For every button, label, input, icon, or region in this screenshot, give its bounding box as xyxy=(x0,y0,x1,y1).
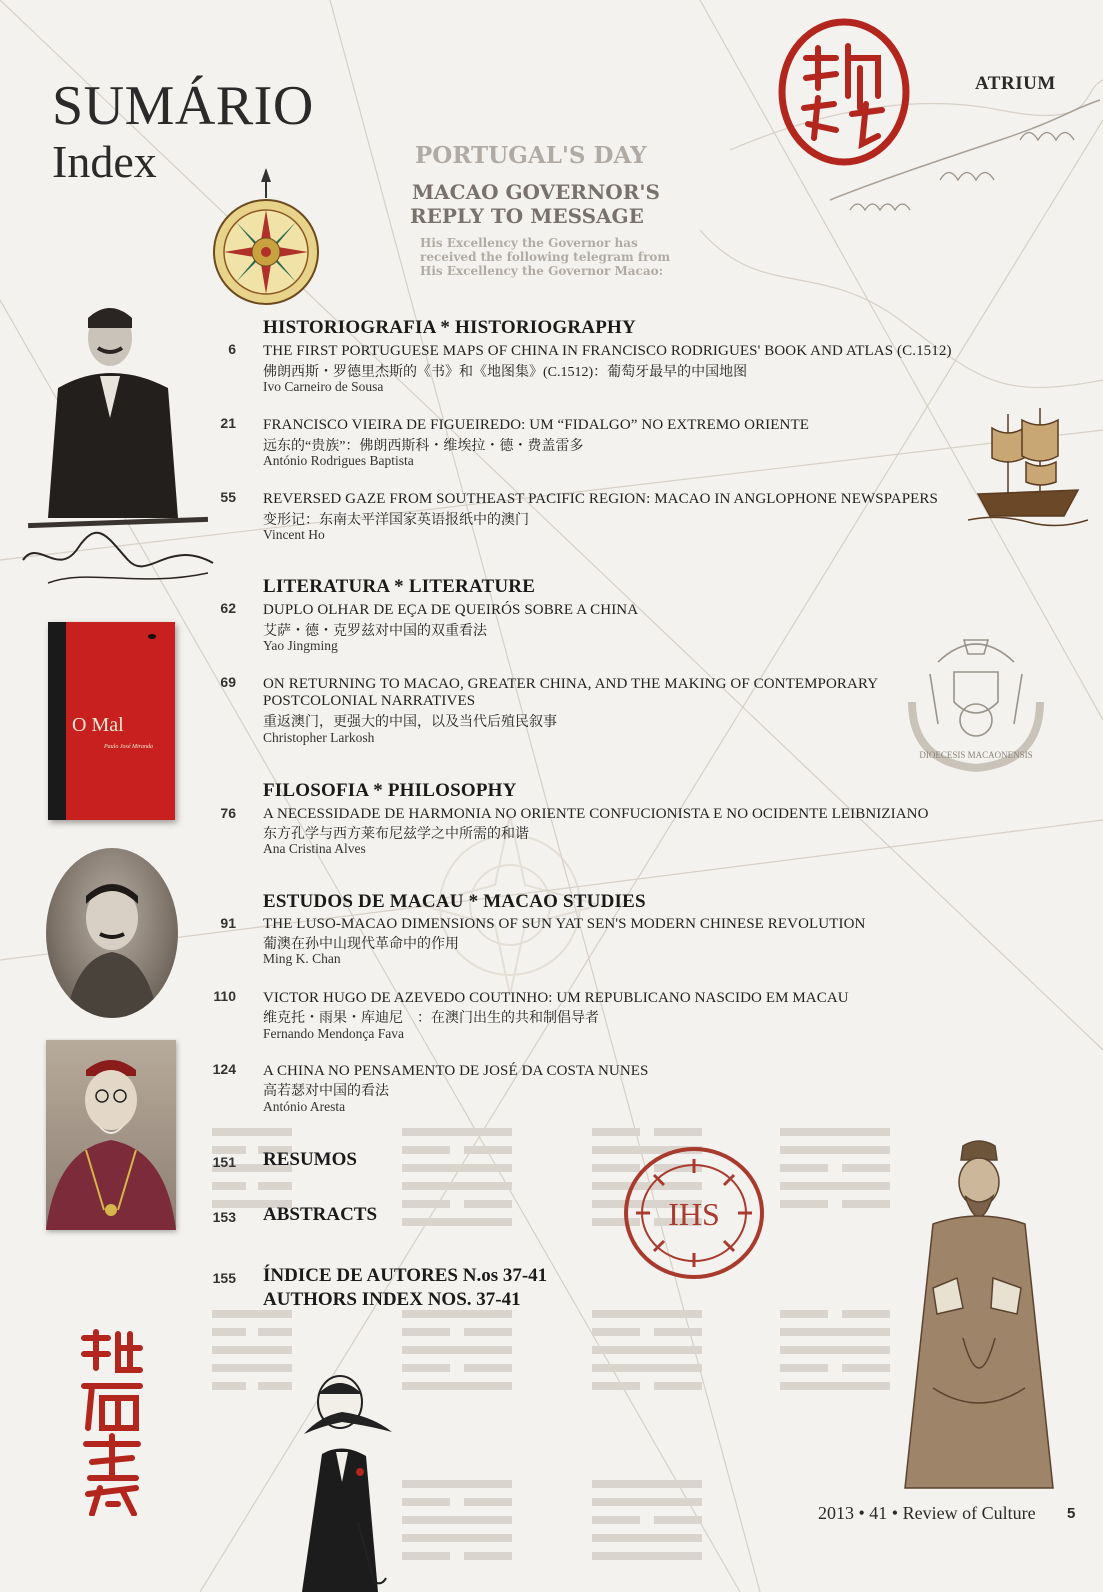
article-author: Ana Cristina Alves xyxy=(263,841,366,856)
article-title-continued[interactable]: POSTCOLONIAL NARRATIVES xyxy=(263,693,476,709)
portrait-sun-yat-sen xyxy=(46,848,178,1018)
page-title-portuguese: SUMÁRIO xyxy=(52,75,314,137)
resumos-entry[interactable]: RESUMOS xyxy=(263,1149,357,1170)
sailing-ship-illustration xyxy=(968,404,1088,529)
authors-index-entry[interactable]: ÍNDICE DE AUTORES N.os 37-41 xyxy=(263,1265,548,1286)
page-number: 155 xyxy=(212,1270,236,1286)
clipping-headline: PORTUGAL'S DAY xyxy=(415,142,647,169)
section-heading: HISTORIOGRAFIA * HISTORIOGRAPHY xyxy=(263,317,636,338)
red-seal-vertical xyxy=(78,1328,146,1516)
footer-page-number: 5 xyxy=(1067,1505,1076,1522)
article-title[interactable]: ON RETURNING TO MACAO, GREATER CHINA, AND THE MAKING OF CONTEMPORARY xyxy=(263,676,879,692)
article-title-chinese: 变形记：东南太平洋国家英语报纸中的澳门 xyxy=(263,513,529,528)
article-author: António Aresta xyxy=(263,1099,346,1114)
page-number: 124 xyxy=(212,1061,236,1077)
portrait-jose-da-costa-nunes xyxy=(46,1040,176,1230)
article-title[interactable]: THE FIRST PORTUGUESE MAPS OF CHINA IN FRANCISCO RODRIGUES' BOOK AND ATLAS (C.1512) xyxy=(263,343,952,359)
page-number: 6 xyxy=(228,341,236,357)
article-title-chinese: 远东的“贵族”：佛朗西斯科・维埃拉・德・费盖雷多 xyxy=(263,439,584,454)
ihs-jesuit-seal xyxy=(622,1145,766,1280)
ihs-seal-text: IHS xyxy=(668,1196,720,1232)
article-title-chinese: 艾萨・德・克罗兹对中国的双重看法 xyxy=(263,624,487,639)
article-title-chinese: 维克托・雨果・库迪尼 ：在澳门出生的共和制倡导者 xyxy=(263,1011,599,1026)
article-author: Yao Jingming xyxy=(263,638,338,653)
compass-rose-illustration xyxy=(210,168,322,308)
section-heading: LITERATURA * LITERATURE xyxy=(263,576,536,597)
article-title[interactable]: A CHINA NO PENSAMENTO DE JOSÉ DA COSTA NUNES xyxy=(263,1063,649,1079)
page-number: 69 xyxy=(220,674,236,690)
page-number: 91 xyxy=(220,915,236,931)
authors-index-entry-english[interactable]: AUTHORS INDEX NOS. 37-41 xyxy=(263,1289,521,1310)
article-title-chinese: 重返澳门，更强大的中国，以及当代后殖民叙事 xyxy=(263,715,557,730)
article-author: Ivo Carneiro de Sousa xyxy=(263,379,384,394)
section-heading: FILOSOFIA * PHILOSOPHY xyxy=(263,780,517,801)
book-cover-author: Paulo José Miranda xyxy=(104,744,153,750)
article-title[interactable]: A NECESSIDADE DE HARMONIA NO ORIENTE CONFUCIONISTA E NO OCIDENTE LEIBNIZIANO xyxy=(263,806,929,822)
page-number: 153 xyxy=(212,1209,236,1225)
diocese-coat-of-arms xyxy=(908,632,1044,774)
clipping-subhead: MACAO GOVERNOR'S xyxy=(412,180,660,204)
clipping-body: His Excellency the Governor has received the following telegram from His Excellency the Governor Macao: xyxy=(420,236,671,278)
handwriting-scribble xyxy=(820,80,1103,220)
chinese-sage-illustration xyxy=(893,1138,1065,1498)
book-cover-title: O Mal xyxy=(72,714,124,736)
page-number: 62 xyxy=(220,600,236,616)
page-number: 76 xyxy=(220,805,236,821)
article-title-chinese: 佛朗西斯・罗德里杰斯的《书》和《地图集》(C.1512)：葡萄牙最早的中国地图 xyxy=(263,365,748,380)
article-title[interactable]: VICTOR HUGO DE AZEVEDO COUTINHO: UM REPUBLICANO NASCIDO EM MACAU xyxy=(263,990,849,1006)
footer-publication: 2013 • 41 • Review of Culture xyxy=(818,1503,1036,1523)
article-author: Ming K. Chan xyxy=(263,951,341,966)
page-number: 21 xyxy=(220,415,236,431)
page-title-english: Index xyxy=(52,136,157,187)
article-title[interactable]: DUPLO OLHAR DE EÇA DE QUEIRÓS SOBRE A CHINA xyxy=(263,602,639,618)
diocese-seal-text: DIOECESIS MACAONENSIS xyxy=(919,750,1033,760)
abstracts-entry[interactable]: ABSTRACTS xyxy=(263,1204,378,1225)
portrait-figure xyxy=(46,1040,176,1230)
page-number: 151 xyxy=(212,1154,236,1170)
bird-icon xyxy=(148,634,156,639)
clipping-subhead: REPLY TO MESSAGE xyxy=(410,204,644,228)
article-title[interactable]: THE LUSO-MACAO DIMENSIONS OF SUN YAT SEN'S MODERN CHINESE REVOLUTION xyxy=(263,916,866,932)
book-cover xyxy=(48,622,175,820)
article-title-chinese: 高若瑟对中国的看法 xyxy=(263,1084,389,1099)
article-title-chinese: 东方孔学与西方莱布尼兹学之中所需的和谐 xyxy=(263,827,529,842)
book-spine xyxy=(48,622,66,820)
article-title[interactable]: FRANCISCO VIEIRA DE FIGUEIREDO: UM “FIDALGO” NO EXTREMO ORIENTE xyxy=(263,417,809,433)
section-label: ATRIUM xyxy=(975,73,1056,94)
article-author: António Rodrigues Baptista xyxy=(263,453,414,468)
page-number: 110 xyxy=(213,988,236,1004)
article-title-chinese: 葡澳在孙中山现代革命中的作用 xyxy=(263,937,459,952)
caricature-illustration xyxy=(282,1372,402,1592)
section-heading: ESTUDOS DE MACAU * MACAO STUDIES xyxy=(263,891,646,912)
portrait-eca-de-queiros xyxy=(18,298,218,598)
article-title[interactable]: REVERSED GAZE FROM SOUTHEAST PACIFIC REGION: MACAO IN ANGLOPHONE NEWSPAPERS xyxy=(263,491,938,507)
article-author: Vincent Ho xyxy=(263,527,325,542)
portrait-figure xyxy=(46,848,178,1018)
article-author: Christopher Larkosh xyxy=(263,730,375,745)
newspaper-clipping xyxy=(410,142,690,292)
article-author: Fernando Mendonça Fava xyxy=(263,1026,404,1041)
page-number: 55 xyxy=(220,489,236,505)
